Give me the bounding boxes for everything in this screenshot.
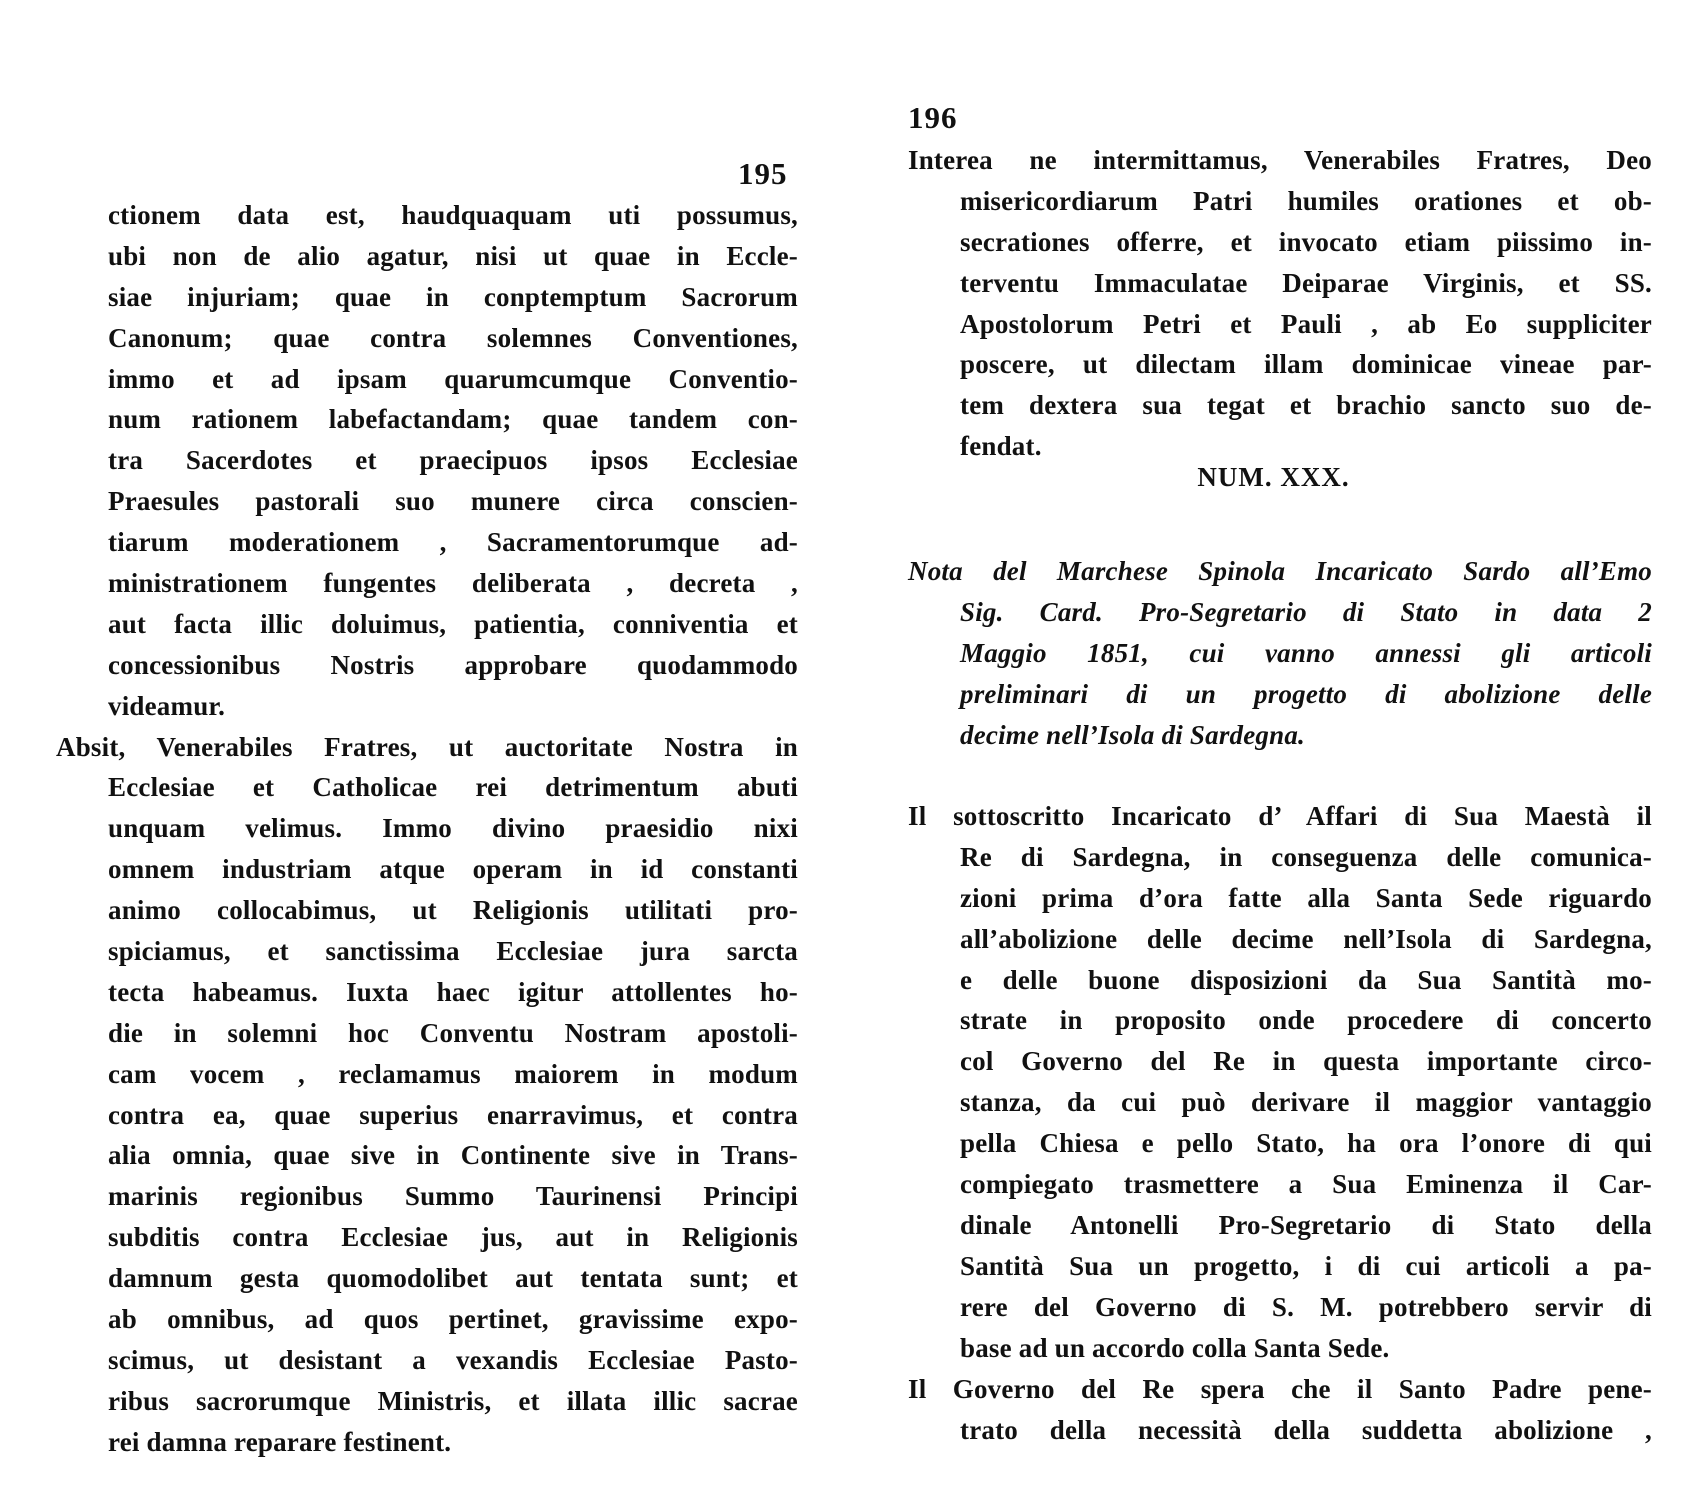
paragraph — [56, 195, 798, 727]
text-line: preliminari di un progetto di abolizione delle — [960, 678, 1652, 709]
text-line: tecta habeamus. Iuxta haec igitur attollentes ho- — [108, 976, 798, 1007]
paragraph — [908, 796, 1652, 1368]
text-line: rere del Governo di S. M. potrebbero servir di — [960, 1291, 1652, 1322]
paragraph — [908, 140, 1652, 467]
text-line: Santità Sua un progetto, i di cui articoli a pa- — [960, 1250, 1652, 1281]
text-line: stanza, da cui può derivare il maggior vantaggio — [960, 1087, 1652, 1118]
text-line: poscere, ut dilectam illam dominicae vineae par- — [960, 349, 1652, 380]
text-line: e delle buone disposizioni da Sua Santità mo- — [960, 964, 1652, 995]
text-line: ribus sacrorumque Ministris, et illata illic sacrae — [108, 1385, 798, 1416]
text-line: scimus, ut desistant a vexandis Ecclesiae Pasto- — [108, 1344, 798, 1375]
text-line: Interea ne intermittamus, Venerabiles Fratres, Deo — [908, 145, 1652, 175]
document-summary — [908, 551, 1652, 755]
text-line: compiegato trasmettere a Sua Eminenza il Car- — [960, 1169, 1652, 1200]
text-line: cam vocem , reclamamus maiorem in modum — [108, 1058, 798, 1089]
text-line: ubi non de alio agatur, nisi ut quae in Eccle- — [108, 240, 798, 271]
text-line: strate in proposito onde procedere di concerto — [960, 1005, 1652, 1036]
text-line: pella Chiesa e pello Stato, ha ora l’onore di qui — [960, 1128, 1652, 1159]
text-line: immo et ad ipsam quarumcumque Conventio- — [108, 363, 798, 394]
paragraph — [908, 1369, 1652, 1451]
text-line: zioni prima d’ora fatte alla Santa Sede riguardo — [960, 882, 1652, 913]
right-page — [849, 0, 1698, 1500]
text-line: secrationes offerre, et invocato etiam piissimo in- — [960, 226, 1652, 257]
text-line: ministrationem fungentes deliberata , decreta , — [108, 568, 798, 599]
left-page-body — [56, 195, 798, 1463]
text-line: rei damna reparare festinent. — [108, 1426, 452, 1457]
text-line: omnem industriam atque operam in id constanti — [108, 854, 798, 885]
text-line: spiciamus, et sanctissima Ecclesiae jura sarcta — [108, 936, 798, 967]
text-line: dinale Antonelli Pro-Segretario di Stato della — [960, 1209, 1652, 1240]
text-line: ctionem data est, haudquaquam uti possumus, — [108, 200, 798, 230]
text-line: Re di Sardegna, in conseguenza delle comunica- — [960, 841, 1652, 872]
text-line: base ad un accordo colla Santa Sede. — [960, 1332, 1390, 1363]
text-line: animo collocabimus, ut Religionis utilitati pro- — [108, 895, 798, 926]
text-line: videamur. — [108, 690, 226, 721]
text-line: unquam velimus. Immo divino praesidio nixi — [108, 813, 798, 844]
page-number: 195 — [738, 156, 788, 191]
text-line: Il Governo del Re spera che il Santo Padre pene- — [908, 1374, 1652, 1404]
text-line: Apostolorum Petri et Pauli , ab Eo suppliciter — [960, 308, 1652, 339]
text-line: aut facta illic doluimus, patientia, conniventia et — [108, 608, 798, 639]
text-line: tra Sacerdotes et praecipuos ipsos Ecclesiae — [108, 445, 798, 476]
text-line: terventu Immaculatae Deiparae Virginis, et SS. — [960, 267, 1652, 298]
text-line: Ecclesiae et Catholicae rei detrimentum abuti — [108, 772, 798, 803]
text-line: all’abolizione delle decime nell’Isola di Sardegna, — [960, 923, 1652, 954]
section-heading: NUM. XXX. — [1197, 462, 1350, 492]
page-number: 196 — [908, 100, 958, 135]
text-line: fendat. — [960, 431, 1042, 462]
text-line: Nota del Marchese Spinola Incaricato Sardo all’Emo — [908, 556, 1652, 586]
text-line: tiarum moderationem , Sacramentorumque ad- — [108, 527, 798, 558]
paragraph — [56, 727, 798, 1463]
text-line: subditis contra Ecclesiae jus, aut in Religionis — [108, 1222, 798, 1253]
text-line: decime nell’Isola di Sardegna. — [960, 719, 1305, 750]
text-line: Canonum; quae contra solemnes Conventiones, — [108, 322, 798, 353]
text-line: misericordiarum Patri humiles orationes et ob- — [960, 185, 1652, 216]
text-line: die in solemni hoc Conventu Nostram apostoli- — [108, 1017, 798, 1048]
text-line: contra ea, quae superius enarravimus, et contra — [108, 1099, 798, 1130]
text-line: Sig. Card. Pro-Segretario di Stato in data 2 — [960, 596, 1652, 627]
text-line: ab omnibus, ad quos pertinet, gravissime expo- — [108, 1304, 798, 1335]
text-line: col Governo del Re in questa importante circo- — [960, 1046, 1652, 1077]
text-line: damnum gesta quomodolibet aut tentata sunt; et — [108, 1263, 798, 1294]
text-line: Maggio 1851, cui vanno annessi gli articoli — [960, 637, 1652, 668]
text-line: Absit, Venerabiles Fratres, ut auctoritate Nostra in — [56, 731, 798, 762]
text-line: trato della necessità della suddetta abolizione , — [960, 1414, 1652, 1445]
text-line: Praesules pastorali suo munere circa conscien- — [108, 486, 798, 517]
text-line: alia omnia, quae sive in Continente sive in Trans- — [108, 1140, 798, 1171]
text-line: siae injuriam; quae in conptemptum Sacrorum — [108, 281, 798, 312]
text-line: tem dextera sua tegat et brachio sancto suo de- — [960, 390, 1652, 421]
text-line: Il sottoscritto Incaricato d’ Affari di Sua Maestà il — [908, 801, 1652, 831]
text-line: concessionibus Nostris approbare quodammodo — [108, 649, 798, 680]
text-line: num rationem labefactandam; quae tandem con- — [108, 404, 798, 435]
text-line: marinis regionibus Summo Taurinensi Principi — [108, 1181, 798, 1212]
